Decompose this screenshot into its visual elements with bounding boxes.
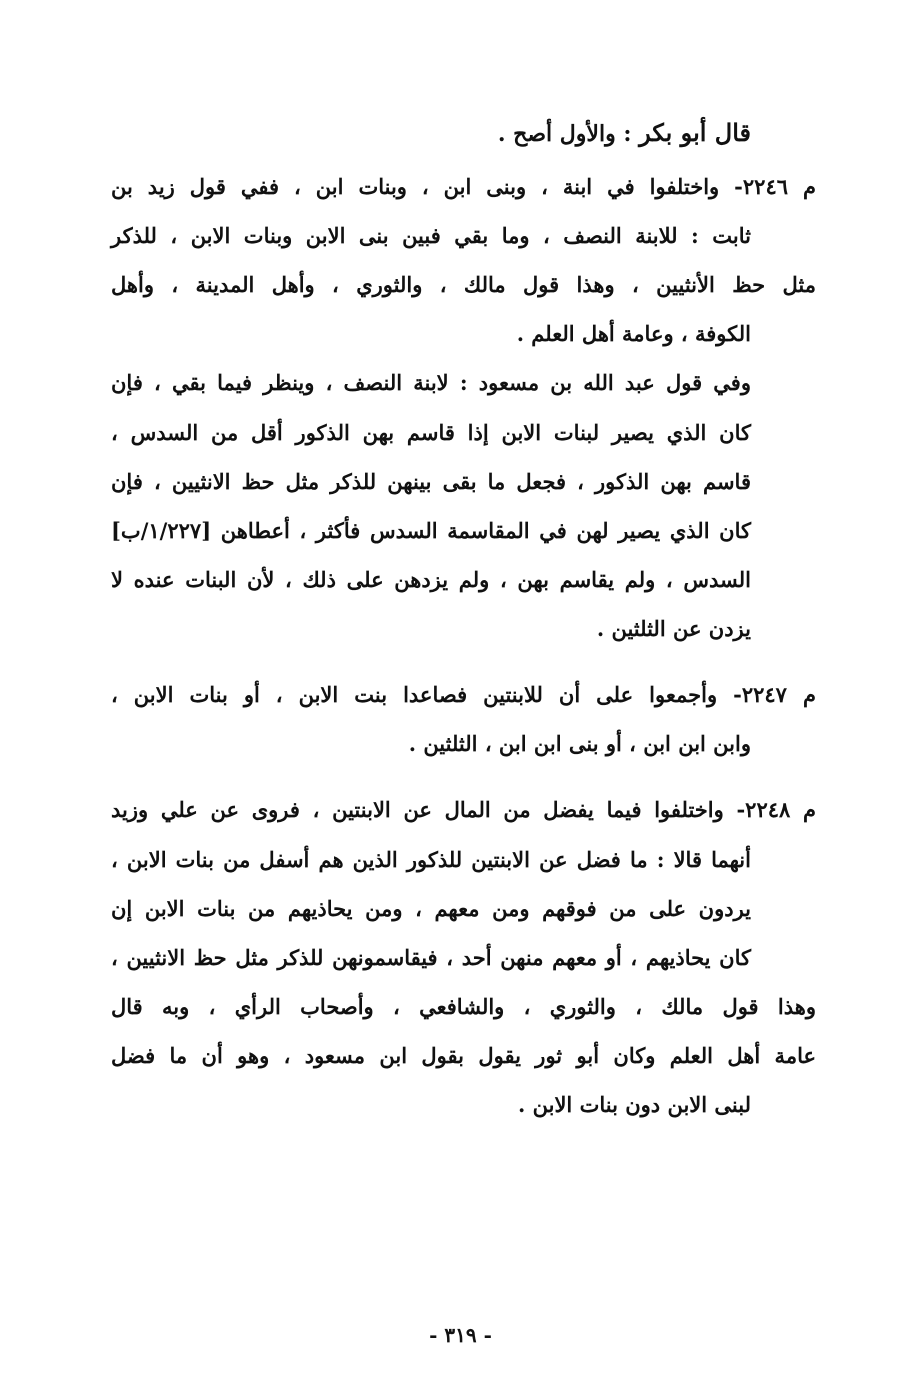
intro-lead: قال أبو بكر xyxy=(639,118,751,147)
intro-rest: : والأول أصح . xyxy=(497,121,640,147)
section-2246-p2-line-6: يزدن عن الثلثين . xyxy=(596,616,751,641)
section-number: م ٢٢٤٧- xyxy=(733,682,816,707)
section-2247-line-1: م ٢٢٤٧- وأجمعوا على أن للابنتين فصاعدا بنت الابن ، أو بنات الابن ، xyxy=(111,682,816,707)
section-2246-p2-line-4: كان الذي يصير لهن في المقاسمة السدس فأكثر ، أعطاهن [١/٢٢٧/ب] xyxy=(111,518,751,543)
section-2246-line-4: الكوفة ، وعامة أهل العلم . xyxy=(516,321,751,346)
section-number: م ٢٢٤٨- xyxy=(736,797,816,822)
section-2246-p2-line-2: كان الذي يصير لبنات الابن إذا قاسم بهن الذكور أقل من السدس ، xyxy=(111,420,751,445)
section-number: م ٢٢٤٦- xyxy=(734,174,816,199)
section-2246-p2-line-1: وفي قول عبد الله بن مسعود : لابنة النصف ، وينظر فيما بقي ، فإن xyxy=(111,370,751,395)
section-2248-line-7: لبنى الابن دون بنات الابن . xyxy=(518,1092,751,1117)
section-2248-line-6: عامة أهل العلم وكان أبو ثور يقول بقول ابن مسعود ، وهو أن ما فضل xyxy=(111,1043,816,1068)
section-2248-line-3: يردون على من فوقهم ومن معهم ، ومن يحاذيهم من بنات الابن إن xyxy=(111,896,751,921)
section-2248-line-5: وهذا قول مالك ، والثوري ، والشافعي ، وأصحاب الرأي ، وبه قال xyxy=(111,994,816,1019)
intro-line xyxy=(498,118,751,149)
page-number: - ٣١٩ - xyxy=(429,1323,492,1347)
section-2246-line-3: مثل حظ الأنثيين ، وهذا قول مالك ، والثوري ، وأهل المدينة ، وأهل xyxy=(111,272,816,297)
section-2246-p2-line-5: السدس ، ولم يقاسم بهن ، ولم يزدهن على ذلك ، لأن البنات عنده لا xyxy=(111,567,751,592)
section-2248-line-1: م ٢٢٤٨- واختلفوا فيما يفضل من المال عن الابنتين ، فروى عن علي وزيد xyxy=(111,797,816,822)
section-2246-p2-line-3: قاسم بهن الذكور ، فجعل ما بقى بينهن للذكر مثل حظ الانثيين ، فإن xyxy=(111,469,751,494)
section-2246-line-2: ثابت : للابنة النصف ، وما بقي فبين بنى الابن وبنات الابن ، للذكر xyxy=(111,223,751,248)
section-2248-line-4: كان يحاذيهم ، أو معهم منهن أحد ، فيقاسمونهن للذكر مثل حظ الانثيين ، xyxy=(111,945,751,970)
section-2246-line-1: م ٢٢٤٦- واختلفوا في ابنة ، وبنى ابن ، وبنات ابن ، ففي قول زيد بن xyxy=(111,174,816,199)
section-2248-line-2: أنهما قالا : ما فضل عن الابنتين للذكور الذين هم أسفل من بنات الابن ، xyxy=(111,847,751,872)
section-2247-line-2: وابن ابن ابن ، أو بنى ابن ابن ، الثلثين . xyxy=(408,731,751,756)
